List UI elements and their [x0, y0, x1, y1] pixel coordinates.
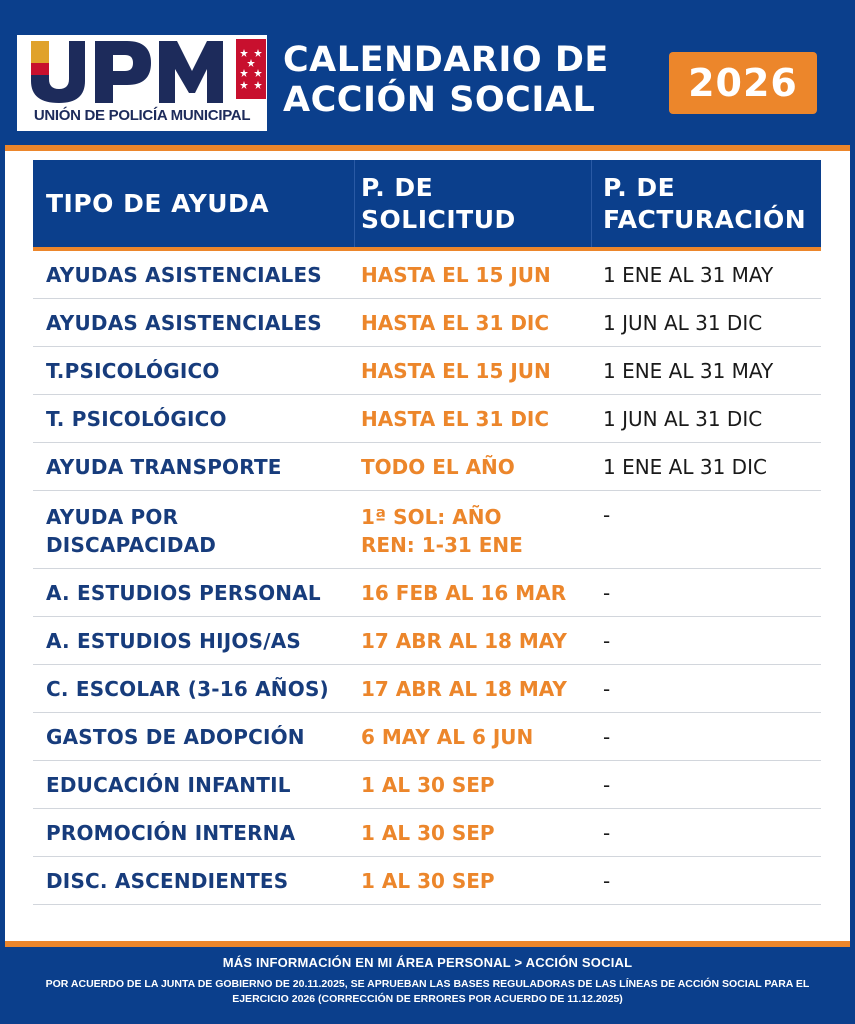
cell-tipo: A. ESTUDIOS PERSONAL	[46, 580, 321, 605]
cell-tipo: T. PSICOLÓGICO	[46, 406, 227, 431]
cell-facturacion: -	[603, 820, 611, 845]
cell-facturacion: -	[603, 503, 611, 527]
cell-facturacion: 1 ENE AL 31 MAY	[603, 358, 774, 383]
cell-tipo: EDUCACIÓN INFANTIL	[46, 772, 291, 797]
cell-tipo	[33, 491, 355, 568]
cell-facturacion: 1 JUN AL 31 DIC	[603, 310, 763, 335]
table-header	[33, 160, 821, 251]
cell-facturacion: -	[603, 676, 611, 701]
year-badge: 2026	[669, 52, 817, 114]
cell-solicitud: 1 AL 30 SEP	[361, 772, 495, 797]
cell-tipo: AYUDA TRANSPORTE	[46, 454, 282, 479]
table-row	[33, 809, 821, 857]
title-line-2: ACCIÓN SOCIAL	[283, 80, 596, 120]
cell-solicitud: HASTA EL 15 JUN	[361, 358, 551, 383]
cell-solicitud: HASTA EL 31 DIC	[361, 406, 550, 431]
column-header-facturacion	[592, 160, 821, 247]
cell-facturacion: -	[603, 724, 611, 749]
calendar-table	[33, 160, 821, 905]
cell-tipo: T.PSICOLÓGICO	[46, 358, 220, 383]
title-line-1: CALENDARIO DE	[283, 40, 609, 80]
cell-tipo-line2: DISCAPACIDAD	[46, 533, 217, 557]
column-header-solicitud-line2: SOLICITUD	[361, 204, 516, 234]
cell-solicitud: 1 AL 30 SEP	[361, 820, 495, 845]
table-row	[33, 299, 821, 347]
cell-solicitud: 17 ABR AL 18 MAY	[361, 628, 567, 653]
cell-tipo: DISC. ASCENDIENTES	[46, 868, 289, 893]
cell-solicitud-line1: 1ª SOL: AÑO	[361, 505, 502, 529]
cell-tipo: GASTOS DE ADOPCIÓN	[46, 724, 305, 749]
madrid-flag-icon	[236, 39, 266, 99]
table-row	[33, 251, 821, 299]
column-header-solicitud	[355, 160, 592, 247]
cell-facturacion: 1 JUN AL 31 DIC	[603, 406, 763, 431]
column-header-facturacion-line2: FACTURACIÓN	[603, 204, 807, 234]
column-header-solicitud-line1: P. DE	[361, 172, 434, 202]
table-row	[33, 569, 821, 617]
cell-tipo: AYUDAS ASISTENCIALES	[46, 262, 322, 287]
cell-facturacion: -	[603, 772, 611, 797]
footer-info: MÁS INFORMACIÓN EN MI ÁREA PERSONAL > ACCIÓN SOCIAL	[222, 955, 633, 970]
table-row	[33, 857, 821, 905]
cell-facturacion: -	[603, 868, 611, 893]
cell-facturacion: -	[603, 580, 611, 605]
cell-solicitud: HASTA EL 15 JUN	[361, 262, 551, 287]
cell-tipo: PROMOCIÓN INTERNA	[46, 820, 296, 845]
cell-tipo: AYUDAS ASISTENCIALES	[46, 310, 322, 335]
upm-logo	[17, 35, 267, 131]
cell-tipo: C. ESCOLAR (3-16 AÑOS)	[46, 676, 329, 701]
table-row	[33, 491, 821, 569]
cell-solicitud: 17 ABR AL 18 MAY	[361, 676, 567, 701]
column-header-tipo: TIPO DE AYUDA	[33, 160, 355, 247]
cell-solicitud: 1 AL 30 SEP	[361, 868, 495, 893]
upm-logo-letters-icon	[27, 39, 225, 105]
table-row	[33, 395, 821, 443]
cell-tipo-line1: AYUDA POR	[46, 505, 179, 529]
cell-solicitud	[355, 491, 592, 568]
cell-facturacion: 1 ENE AL 31 DIC	[603, 454, 767, 479]
header	[0, 0, 855, 145]
footer	[0, 952, 855, 1007]
cell-tipo: A. ESTUDIOS HIJOS/AS	[46, 628, 301, 653]
table-row	[33, 347, 821, 395]
footer-legal: POR ACUERDO DE LA JUNTA DE GOBIERNO DE 20.11.2025, SE APRUEBAN LAS BASES REGULADORAS DE LAS LÍNEAS DE ACCIÓN SOCIAL PARA EL EJERCICIO 2026 (CORRECCIÓN DE ERRORES POR ACUERDO DE 11.12.2025)	[45, 978, 810, 1005]
cell-solicitud: TODO EL AÑO	[361, 454, 515, 479]
panel-divider	[5, 941, 850, 947]
logo-text: UNIÓN DE POLICÍA MUNICIPAL	[33, 107, 251, 124]
table-row	[33, 665, 821, 713]
cell-facturacion: -	[603, 628, 611, 653]
table-row	[33, 713, 821, 761]
table-row	[33, 443, 821, 491]
cell-solicitud: 16 FEB AL 16 MAR	[361, 580, 567, 605]
page-title	[283, 40, 663, 120]
cell-solicitud: HASTA EL 31 DIC	[361, 310, 550, 335]
cell-solicitud: 6 MAY AL 6 JUN	[361, 724, 534, 749]
cell-facturacion: 1 ENE AL 31 MAY	[603, 262, 774, 287]
table-row	[33, 617, 821, 665]
table-row	[33, 761, 821, 809]
column-header-facturacion-line1: P. DE	[603, 172, 676, 202]
cell-solicitud-line2: REN: 1-31 ENE	[361, 533, 523, 557]
